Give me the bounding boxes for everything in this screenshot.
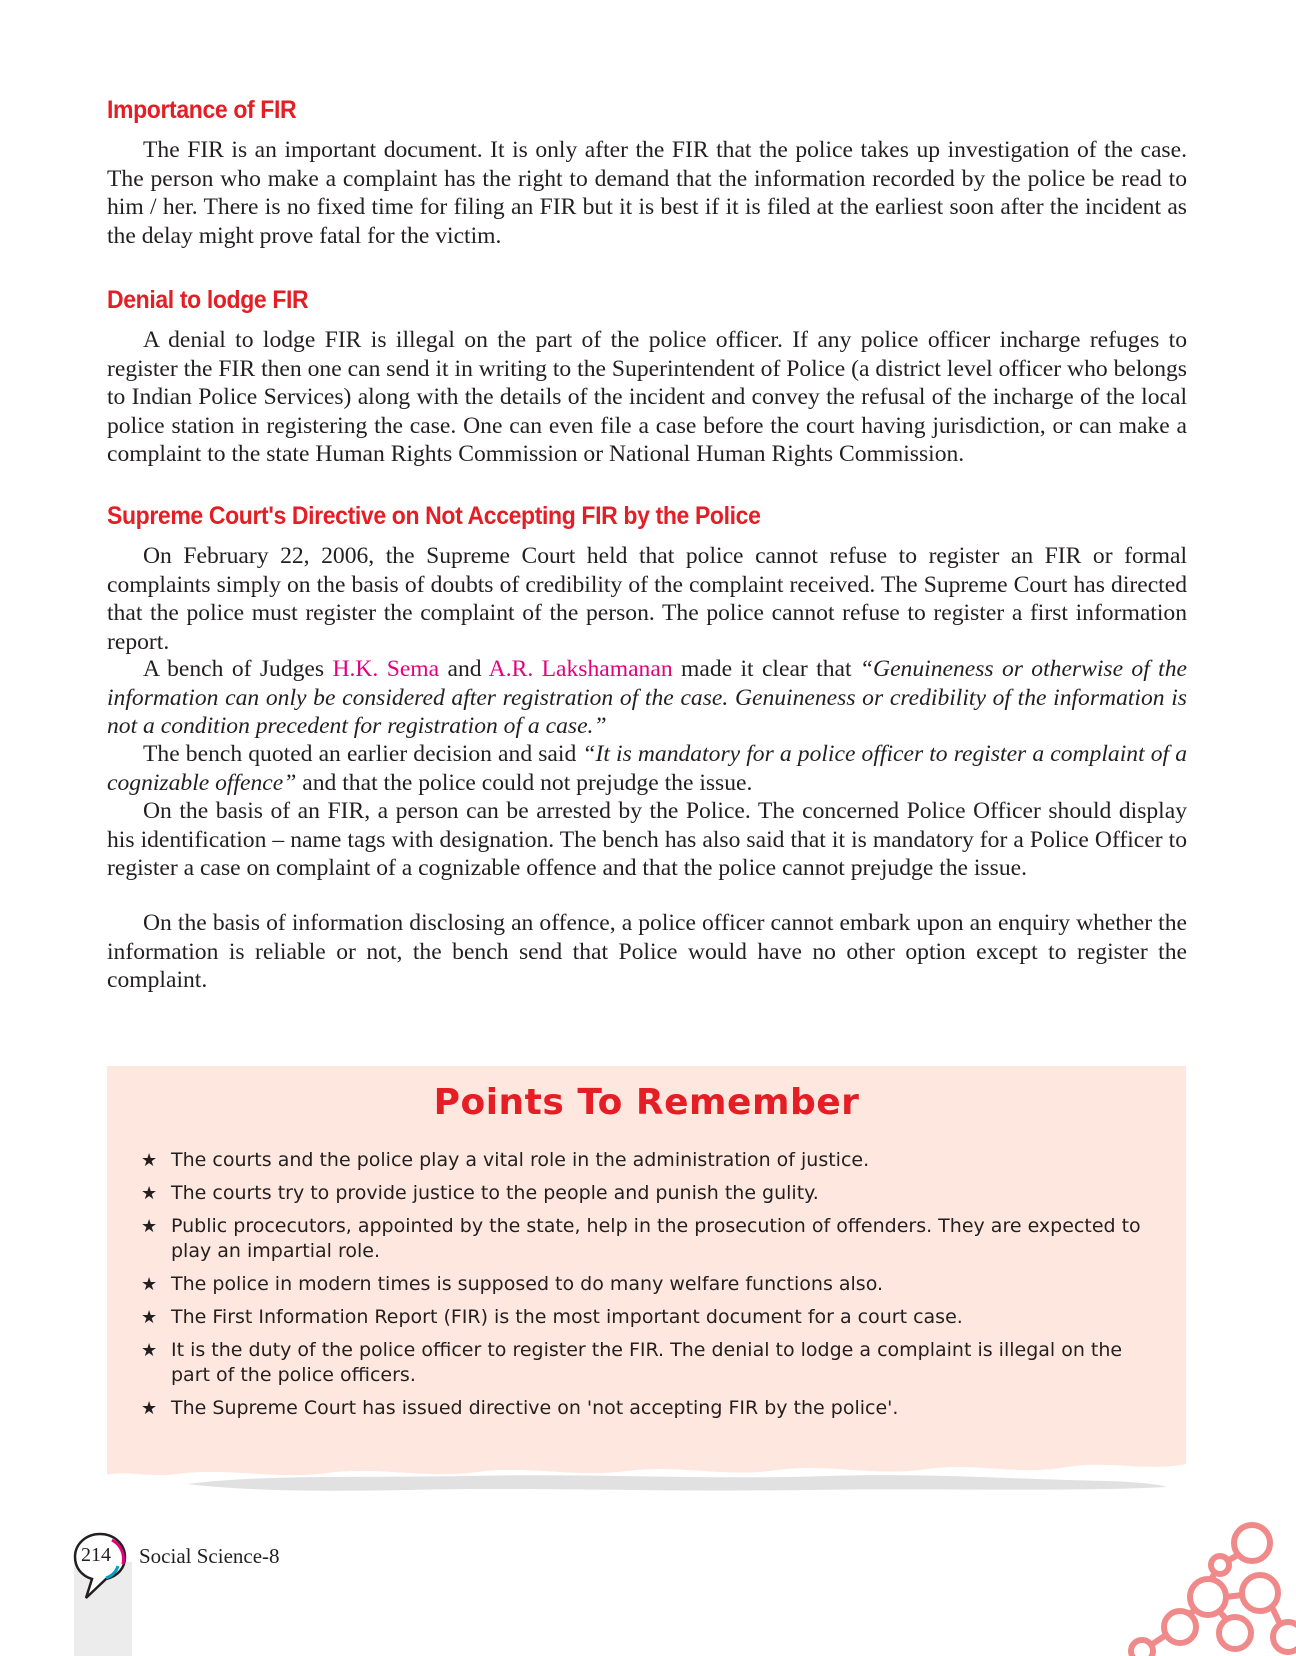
paragraph-denial: A denial to lodge FIR is illegal on the part of the police officer. If any police officer incharge refuges to register the FIR then one can send it in writing to the Superintendent of Police (a district level officer who belongs to Indian Police Services) along with the details of the incident and convey the refusal of the incharge of the local police station in registering the case. One can even file a case before the court having jurisdiction, or can make a complaint to the state Human Rights Commission or National Human Rights Commission.: [107, 327, 1187, 468]
judge-name-sema: H.K. Sema: [332, 656, 440, 682]
list-item: [141, 1305, 1161, 1330]
points-box-title: Points To Remember: [433, 1082, 860, 1123]
paragraph-supreme-court-ruling: On February 22, 2006, the Supreme Court held that police cannot refuse to register an FIR or formal complaints simply on the basis of doubts of credibility of the complaint received. The Supreme Court has directed that the police must register the complaint of the person. The police cannot refuse to register a first information report.: [107, 543, 1187, 655]
list-item: [141, 1396, 1161, 1421]
quote-intro-text: The bench quoted an earlier decision and said: [143, 741, 577, 767]
bench-quote: “Genuineness or otherwise of the information can only be considered after registration of the case. Genuineness or credibility of the information is not a condition precedent for registration of a case.”: [107, 656, 1187, 740]
page-number: 214: [81, 1544, 111, 1566]
point-text: Public procecutors, appointed by the state, help in the prosecution of offenders. They are expected to play an impartial role.: [171, 1215, 1141, 1262]
point-text: The police in modern times is supposed to do many welfare functions also.: [171, 1273, 884, 1295]
points-list: [141, 1148, 1161, 1429]
list-item: [141, 1181, 1161, 1206]
list-item: [141, 1148, 1161, 1173]
star-icon: ★: [141, 1340, 158, 1361]
list-item: [141, 1214, 1161, 1264]
list-item: [141, 1338, 1161, 1388]
paragraph-arrest: On the basis of an FIR, a person can be arrested by the Police. The concerned Police Officer should display his identification – name tags with designation. The bench has also said that it is mandatory for a Police Officer to register a case on complaint of a cognizable offence and that the police cannot prejudge the issue.: [107, 798, 1187, 882]
points-to-remember-box: [107, 1066, 1186, 1456]
bench-and-text: and: [447, 656, 482, 682]
star-icon: ★: [141, 1183, 158, 1204]
point-text: It is the duty of the police officer to register the FIR. The denial to lodge a complaint is illegal on the part of the police officers.: [171, 1339, 1123, 1386]
point-text: The courts and the police play a vital role in the administration of justice.: [171, 1149, 870, 1171]
molecule-decoration-icon: [1120, 1515, 1296, 1656]
section-heading-importance: Importance of FIR: [107, 96, 297, 124]
paragraph-bench-of-judges: [107, 655, 1187, 741]
paragraph-importance: The FIR is an important document. It is only after the FIR that the police takes up investigation of the case. The person who make a complaint has the right to demand that the information recorded by the police be read to him / her. There is no fixed time for filing an FIR but it is best if it is filed at the earliest soon after the incident as the delay might prove fatal for the victim.: [107, 137, 1187, 249]
star-icon: ★: [141, 1307, 158, 1328]
point-text: The First Information Report (FIR) is the most important document for a court case.: [171, 1306, 963, 1328]
star-icon: ★: [141, 1398, 158, 1419]
point-text: The courts try to provide justice to the people and punish the gulity.: [171, 1182, 819, 1204]
torn-paper-edge: [107, 1440, 1186, 1500]
star-icon: ★: [141, 1150, 158, 1171]
paragraph-enquiry: On the basis of information disclosing an offence, a police officer cannot embark upon an enquiry whether the information is reliable or not, the bench send that Police would have no other option except to register the complaint.: [107, 910, 1187, 994]
mandatory-quote: “It is mandatory for a police officer to register a complaint of a cognizable offence”: [107, 741, 1187, 796]
star-icon: ★: [141, 1274, 158, 1295]
section-heading-denial: Denial to lodge FIR: [107, 286, 309, 314]
book-title: Social Science-8: [139, 1544, 280, 1568]
section-heading-supreme-court: Supreme Court's Directive on Not Accepting FIR by the Police: [107, 502, 761, 530]
judge-name-lakshamanan: A.R. Lakshamanan: [488, 656, 673, 682]
bench-mid-text: made it clear that: [681, 656, 852, 682]
bench-intro-text: A bench of Judges: [143, 656, 325, 682]
star-icon: ★: [141, 1216, 158, 1237]
quote-end-text: and that the police could not prejudge the issue.: [302, 769, 753, 796]
point-text: The Supreme Court has issued directive on 'not accepting FIR by the police'.: [171, 1397, 899, 1419]
list-item: [141, 1272, 1161, 1297]
paragraph-bench-quote: [107, 740, 1187, 797]
